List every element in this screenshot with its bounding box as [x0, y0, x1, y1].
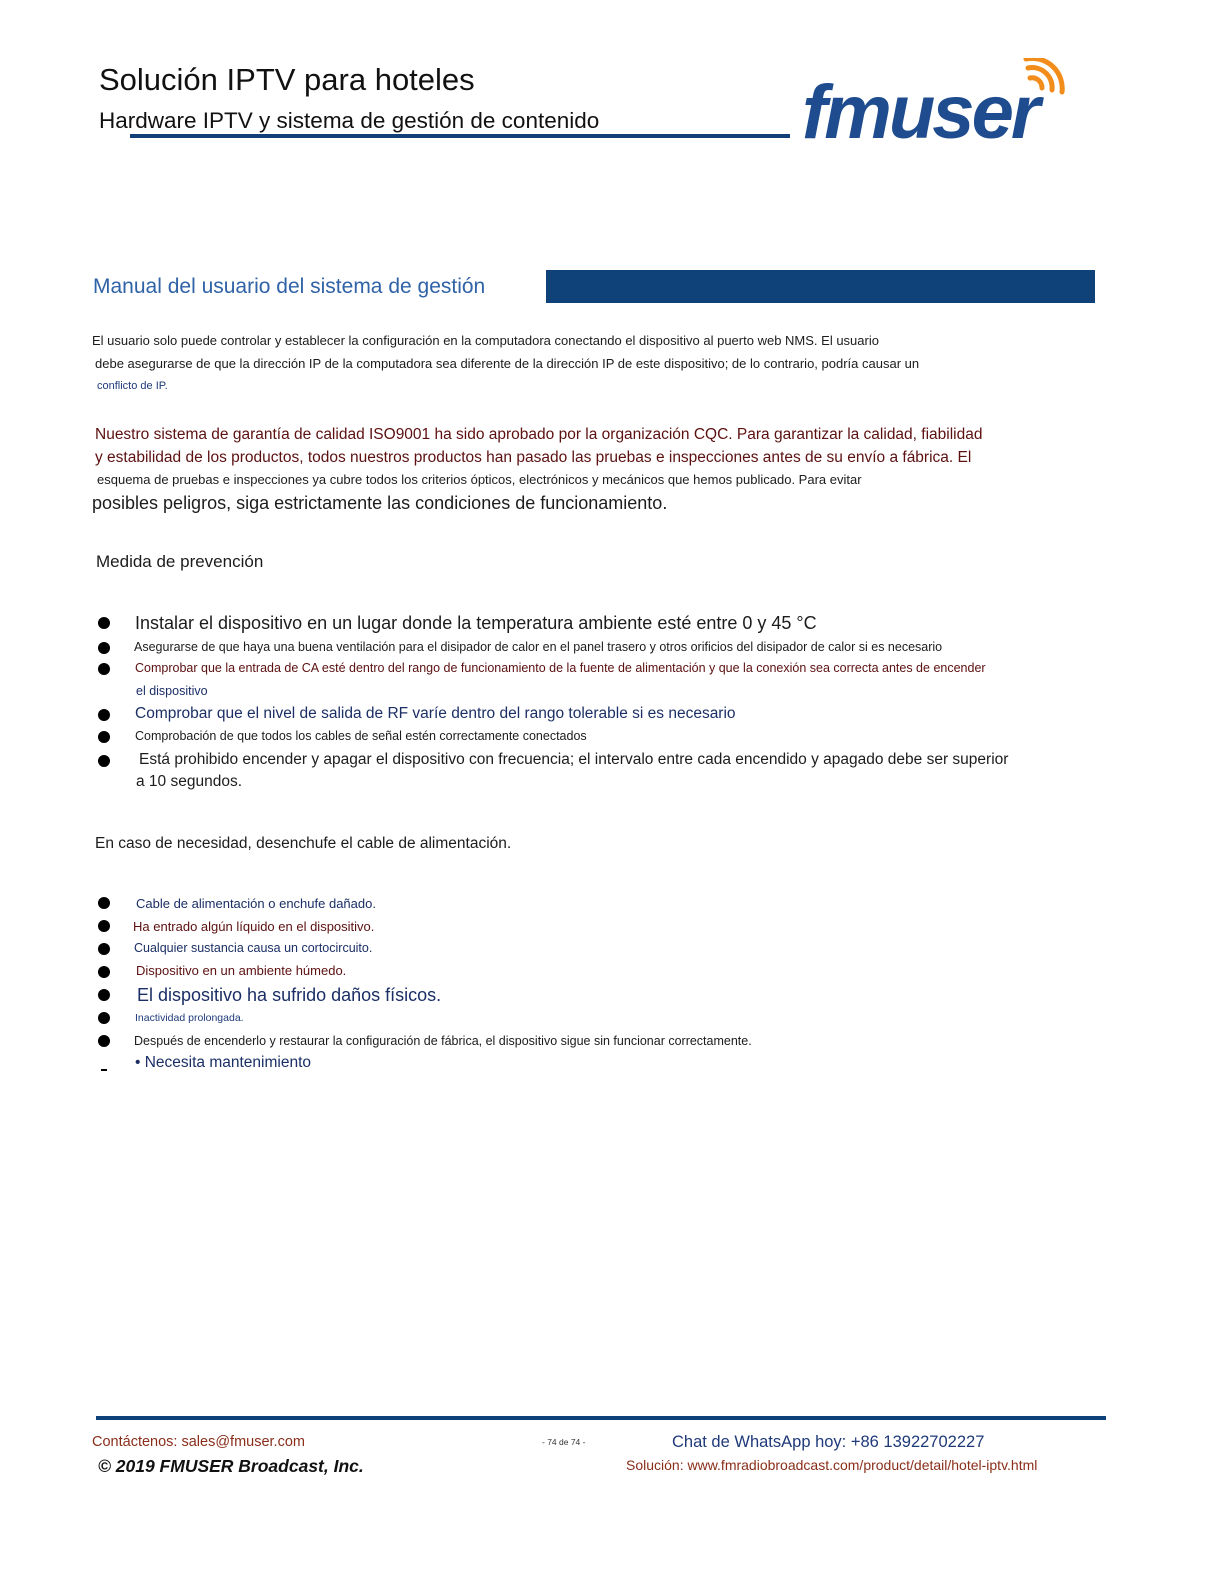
necessity-item: El dispositivo ha sufrido daños físicos.: [137, 985, 442, 1005]
intro-line-2: debe asegurarse de que la dirección IP de la computadora sea diferente de la dirección IP de este dispositivo; de lo contrario, podría causar un: [95, 356, 920, 371]
footer-divider: [96, 1416, 1106, 1420]
bullet-icon: [98, 920, 110, 932]
dash-marker: [101, 1069, 107, 1071]
bullet-icon: [98, 755, 110, 767]
bullet-icon: [98, 943, 110, 955]
necessity-heading: En caso de necesidad, desenchufe el cable de alimentación.: [95, 835, 512, 852]
prevention-item: Está prohibido encender y apagar el dispositivo con frecuencia; el intervalo entre cada encendido y apagado debe ser superior: [139, 751, 1009, 768]
bullet-icon: [98, 966, 110, 978]
necessity-item: Ha entrado algún líquido en el dispositivo.: [133, 919, 375, 934]
prevention-item: Instalar el dispositivo en un lugar donde la temperatura ambiente esté entre 0 y 45 °C: [135, 613, 817, 633]
footer-whatsapp[interactable]: Chat de WhatsApp hoy: +86 13922702227: [672, 1433, 985, 1451]
fmuser-logo: [798, 58, 1098, 148]
footer-solution-link[interactable]: Solución: www.fmradiobroadcast.com/product/detail/hotel-iptv.html: [626, 1457, 1038, 1473]
necessity-item: Cualquier sustancia causa un cortocircuito.: [134, 941, 373, 955]
quality-line-4: posibles peligros, siga estrictamente las condiciones de funcionamiento.: [92, 493, 668, 513]
bullet-icon: [98, 1035, 110, 1047]
header-divider: [130, 134, 790, 138]
necessity-item: • Necesita mantenimiento: [135, 1054, 312, 1071]
prevention-item: Comprobar que la entrada de CA esté dentro del rango de funcionamiento de la fuente de alimentación y que la conexión sea correcta antes de encender: [135, 661, 986, 675]
quality-line-2: y estabilidad de los productos, todos nuestros productos han pasado las pruebas e inspecciones antes de su envío a fábrica. El: [95, 449, 972, 466]
section-banner: [546, 270, 1095, 303]
prevention-item-continuation: a 10 segundos.: [136, 773, 243, 790]
prevention-item: Comprobar que el nivel de salida de RF varíe dentro del rango tolerable si es necesario: [135, 705, 736, 722]
bullet-icon: [98, 617, 110, 629]
bullet-icon: [98, 642, 110, 654]
prevention-item: Asegurarse de que haya una buena ventilación para el disipador de calor en el panel trasero y otros orificios del disipador de calor si es necesario: [134, 640, 943, 654]
necessity-item: Dispositivo en un ambiente húmedo.: [136, 963, 347, 978]
intro-line-3: conflicto de IP.: [97, 380, 168, 392]
prevention-item-continuation: el dispositivo: [136, 684, 208, 698]
quality-line-3: esquema de pruebas e inspecciones ya cubre todos los criterios ópticos, electrónicos y mecánicos que hemos publicado. Para evitar: [97, 472, 862, 487]
prevention-item: Comprobación de que todos los cables de señal estén correctamente conectados: [135, 729, 587, 743]
page-number: - 74 de 74 -: [542, 1437, 586, 1447]
intro-line-1: El usuario solo puede controlar y establecer la configuración en la computadora conectando el dispositivo al puerto web NMS. El usuario: [92, 333, 879, 348]
section-title: Manual del usuario del sistema de gestión: [93, 275, 486, 298]
document-subtitle: Hardware IPTV y sistema de gestión de contenido: [99, 108, 600, 133]
necessity-item: Inactividad prolongada.: [135, 1012, 244, 1024]
necessity-item: Después de encenderlo y restaurar la configuración de fábrica, el dispositivo sigue sin funcionar correctamente.: [134, 1034, 752, 1048]
footer-copyright: © 2019 FMUSER Broadcast, Inc.: [98, 1456, 364, 1476]
bullet-icon: [98, 709, 110, 721]
prevention-heading: Medida de prevención: [96, 552, 264, 571]
bullet-icon: [98, 663, 110, 675]
bullet-icon: [98, 731, 110, 743]
bullet-icon: [98, 1012, 110, 1024]
document-title: Solución IPTV para hoteles: [99, 62, 475, 97]
logo-wordmark: fmuser: [802, 70, 1038, 148]
necessity-item: Cable de alimentación o enchufe dañado.: [136, 896, 376, 911]
bullet-icon: [98, 989, 110, 1001]
bullet-icon: [98, 897, 110, 909]
quality-line-1: Nuestro sistema de garantía de calidad ISO9001 ha sido aprobado por la organización CQC. Para garantizar la calidad, fiabilidad: [95, 426, 983, 443]
footer-contact-email[interactable]: Contáctenos: sales@fmuser.com: [92, 1434, 305, 1450]
